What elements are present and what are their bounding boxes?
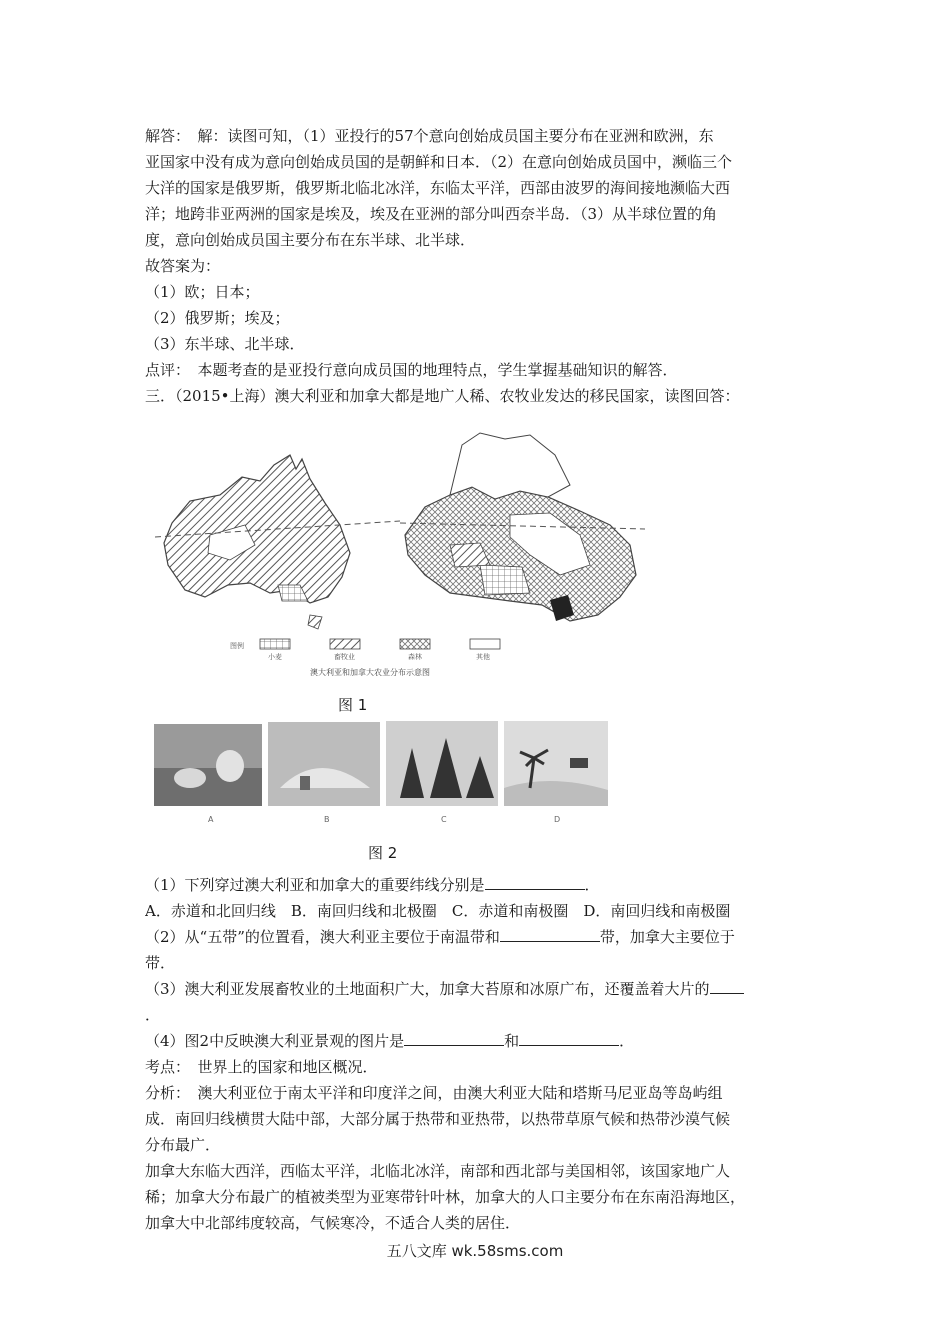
q4-middle: 和 <box>504 1032 520 1050</box>
map-title: 澳大利亚和加拿大农业分布示意图 <box>310 668 430 677</box>
q1-blank[interactable] <box>485 873 585 890</box>
final-answer-item: （2）俄罗斯；埃及； <box>145 309 290 327</box>
analysis-line: 稀；加拿大分布最广的植被类型为亚寒带针叶林，加拿大的人口主要分布在东南沿海地区， <box>145 1188 746 1206</box>
legend-swatch-forest <box>400 639 430 649</box>
footer-watermark: 五八文库 wk.58sms.com <box>386 1242 564 1260</box>
final-answer-item: （1）欧；日本； <box>145 283 260 301</box>
legend-item-wheat: 小麦 <box>268 653 282 661</box>
photo-label: B <box>324 815 330 824</box>
q3-end: ． <box>145 1006 161 1024</box>
q4-text: （4）图2中反映澳大利亚景观的图片是 <box>145 1032 405 1050</box>
legend-swatch-wheat <box>260 639 290 649</box>
q2-line-2: 带． <box>145 954 176 972</box>
photo-a-sheep <box>154 724 262 824</box>
figure-2-photos <box>150 718 610 830</box>
question-3 <box>145 976 813 1002</box>
analysis-line: 加拿大东临大西洋，西临太平洋，北临北冰洋，南部和西北部与美国相邻，该国家地广人 <box>145 1162 731 1180</box>
question-2 <box>145 924 813 950</box>
answer-line: 洋；地跨非亚两洲的国家是埃及，埃及在亚洲的部分叫西奈半岛．（3）从半球位置的角 <box>145 205 718 223</box>
q2-middle: 带，加拿大主要位于 <box>599 928 735 946</box>
answer-line: 大洋的国家是俄罗斯，俄罗斯北临北冰洋，东临太平洋，西部由波罗的海间接地濒临大西 <box>145 179 731 197</box>
q1-text: （1）下列穿过澳大利亚和加拿大的重要纬线分别是 <box>145 876 485 894</box>
q3-blank[interactable] <box>710 977 744 994</box>
legend-swatch-livestock <box>330 639 360 649</box>
final-answer-label: 故答案为： <box>145 257 221 275</box>
final-answer-item: （3）东半球、北半球． <box>145 335 305 353</box>
kaodian-line: 考点： 世界上的国家和地区概况． <box>145 1058 378 1076</box>
analysis-line: 分析： 澳大利亚位于南太平洋和印度洋之间，由澳大利亚大陆和塔斯马尼亚岛等岛屿组 <box>145 1084 723 1102</box>
answer-line: 解答： 解：读图可知，（1）亚投行的57个意向创始成员国主要分布在亚洲和欧洲，东 <box>145 127 714 145</box>
q2-blank-1[interactable] <box>500 925 600 942</box>
australia-map <box>155 455 400 629</box>
q4-blank-2[interactable] <box>519 1029 619 1046</box>
photo-label: A <box>208 815 214 824</box>
q3-text: （3）澳大利亚发展畜牧业的土地面积广大，加拿大苔原和冰原广布，还覆盖着大片的 <box>145 980 710 998</box>
figure-1-map <box>150 425 650 695</box>
analysis-line: 分布最广． <box>145 1136 221 1154</box>
answer-section <box>145 123 813 409</box>
comment-line: 点评： 本题考查的是亚投行意向成员国的地理特点，学生掌握基础知识的解答． <box>145 361 678 379</box>
q1-end: ． <box>584 876 600 894</box>
legend-label: 图例 <box>230 642 244 650</box>
map-legend <box>230 639 500 677</box>
question-stem: 三．（2015•上海）澳大利亚和加拿大都是地广人稀、农牧业发达的移民国家，读图回答： <box>145 387 740 405</box>
photo-label: C <box>441 815 447 824</box>
legend-swatch-other <box>470 639 500 649</box>
legend-item-other: 其他 <box>476 653 490 661</box>
questions-section <box>145 872 813 1236</box>
q4-blank-1[interactable] <box>404 1029 504 1046</box>
photo-c-forest <box>386 721 498 824</box>
figure-2-caption: 图 2 <box>368 844 398 862</box>
q1-options: A．赤道和北回归线 B．南回归线和北极圈 C．赤道和南极圈 D．南回归线和南极圈 <box>145 902 731 920</box>
photo-label: D <box>554 815 561 824</box>
answer-line: 度，意向创始成员国主要分布在东半球、北半球． <box>145 231 476 249</box>
question-1 <box>145 872 813 898</box>
question-4 <box>145 1028 813 1054</box>
q2-text: （2）从“五带”的位置看，澳大利亚主要位于南温带和 <box>145 928 500 946</box>
legend-item-forest: 森林 <box>408 653 422 661</box>
photo-d-desert <box>504 721 608 824</box>
photo-b-igloo <box>268 722 380 824</box>
figure-1-caption: 图 1 <box>338 696 368 714</box>
canada-map <box>400 433 645 621</box>
answer-line: 亚国家中没有成为意向创始成员国的是朝鲜和日本．（2）在意向创始成员国中，濒临三个 <box>145 153 733 171</box>
q4-end: ． <box>619 1032 635 1050</box>
legend-item-livestock: 畜牧业 <box>334 653 355 661</box>
analysis-line: 加拿大中北部纬度较高，气候寒冷，不适合人类的居住． <box>145 1214 521 1232</box>
analysis-line: 成．南回归线横贯大陆中部，大部分属于热带和亚热带，以热带草原气候和热带沙漠气候 <box>145 1110 731 1128</box>
